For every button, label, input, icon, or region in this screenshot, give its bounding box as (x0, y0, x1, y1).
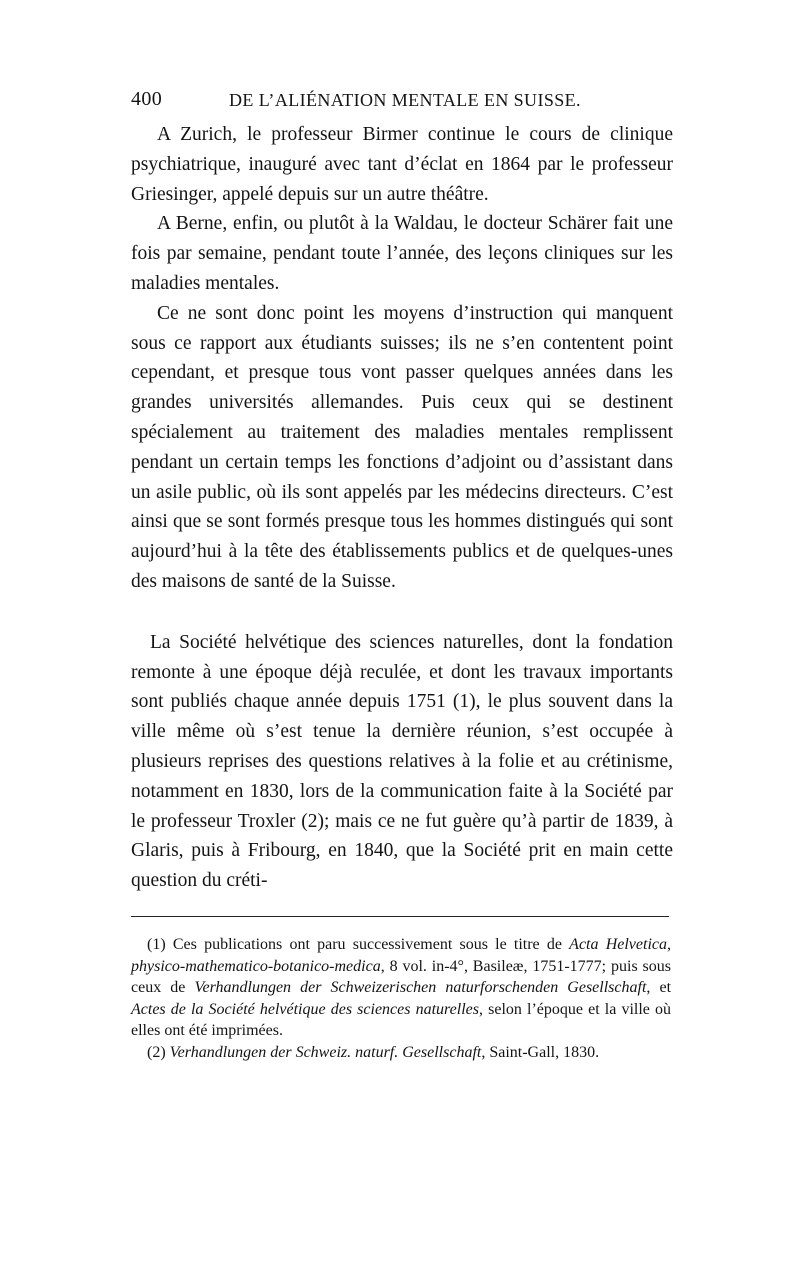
page-header (131, 88, 671, 116)
footnote-1-marker: (1) (147, 936, 166, 953)
footnote-1: (1) Ces publications ont paru successivement sous le titre de Acta Helvetica, physico-mathematico-botanico-medica, 8 vol. in-4°, Basileæ, 1751-1777; puis sous ceux de Verhandlungen der Schweizerischen naturforschenden Gesellschaft, et Actes de la Société helvétique des sciences naturelles, selon l’époque et la ville où elles ont été imprimées. (131, 936, 672, 1039)
running-title: DE L’ALIÉNATION MENTALE EN SUISSE. (229, 90, 581, 110)
footnotes (131, 934, 671, 1063)
paragraph-societe-helvetique: La Société helvétique des sciences naturelles, dont la fondation remonte à une époque déjà reculée, et dont les travaux importants sont publiés chaque année depuis 1751 (1), le plus souvent dans la ville même où s’est tenue la dernière réunion, s’est occupée à plusieurs reprises des questions relatives à la folie et au crétinisme, notamment en 1830, lors de la communication faite à la Société par le professeur Troxler (2); mais ce ne fut guère qu’à partir de 1839, à Glaris, puis à Fribourg, en 1840, que la Société prit en main cette question du créti- (131, 631, 673, 892)
page-number: 400 (131, 88, 163, 110)
main-text (131, 120, 673, 896)
footnote-2: (2) Verhandlungen der Schweiz. naturf. Gesellschaft, Saint-Gall, 1830. (147, 1043, 600, 1061)
paragraph-instruction: Ce ne sont donc point les moyens d’instruction qui manquent sous ce rapport aux étudiants suisses; ils ne s’en contentent point cependant, et presque tous vont passer quelques années dans les grandes universités allemandes. Puis ceux qui se destinent spécialement au traitement des maladies mentales remplissent pendant un certain temps les fonctions d’adjoint ou d’assistant dans un asile public, où ils sont appelés par les médecins directeurs. C’est ainsi que se sont formés presque tous les hommes distingués qui sont aujourd’hui à la tête des établissements publics et de quelques-unes des maisons de santé de la Suisse. (131, 302, 673, 592)
footnote-2-marker: (2) (147, 1043, 166, 1061)
footnote-separator (131, 916, 669, 917)
paragraph-berne: A Berne, enfin, ou plutôt à la Waldau, le docteur Schärer fait une fois par semaine, pendant toute l’année, des leçons cliniques sur les maladies mentales. (131, 213, 673, 294)
paragraph-zurich: A Zurich, le professeur Birmer continue le cours de clinique psychiatrique, inauguré avec tant d’éclat en 1864 par le professeur Griesinger, appelé depuis sur un autre théâtre. (131, 124, 673, 205)
